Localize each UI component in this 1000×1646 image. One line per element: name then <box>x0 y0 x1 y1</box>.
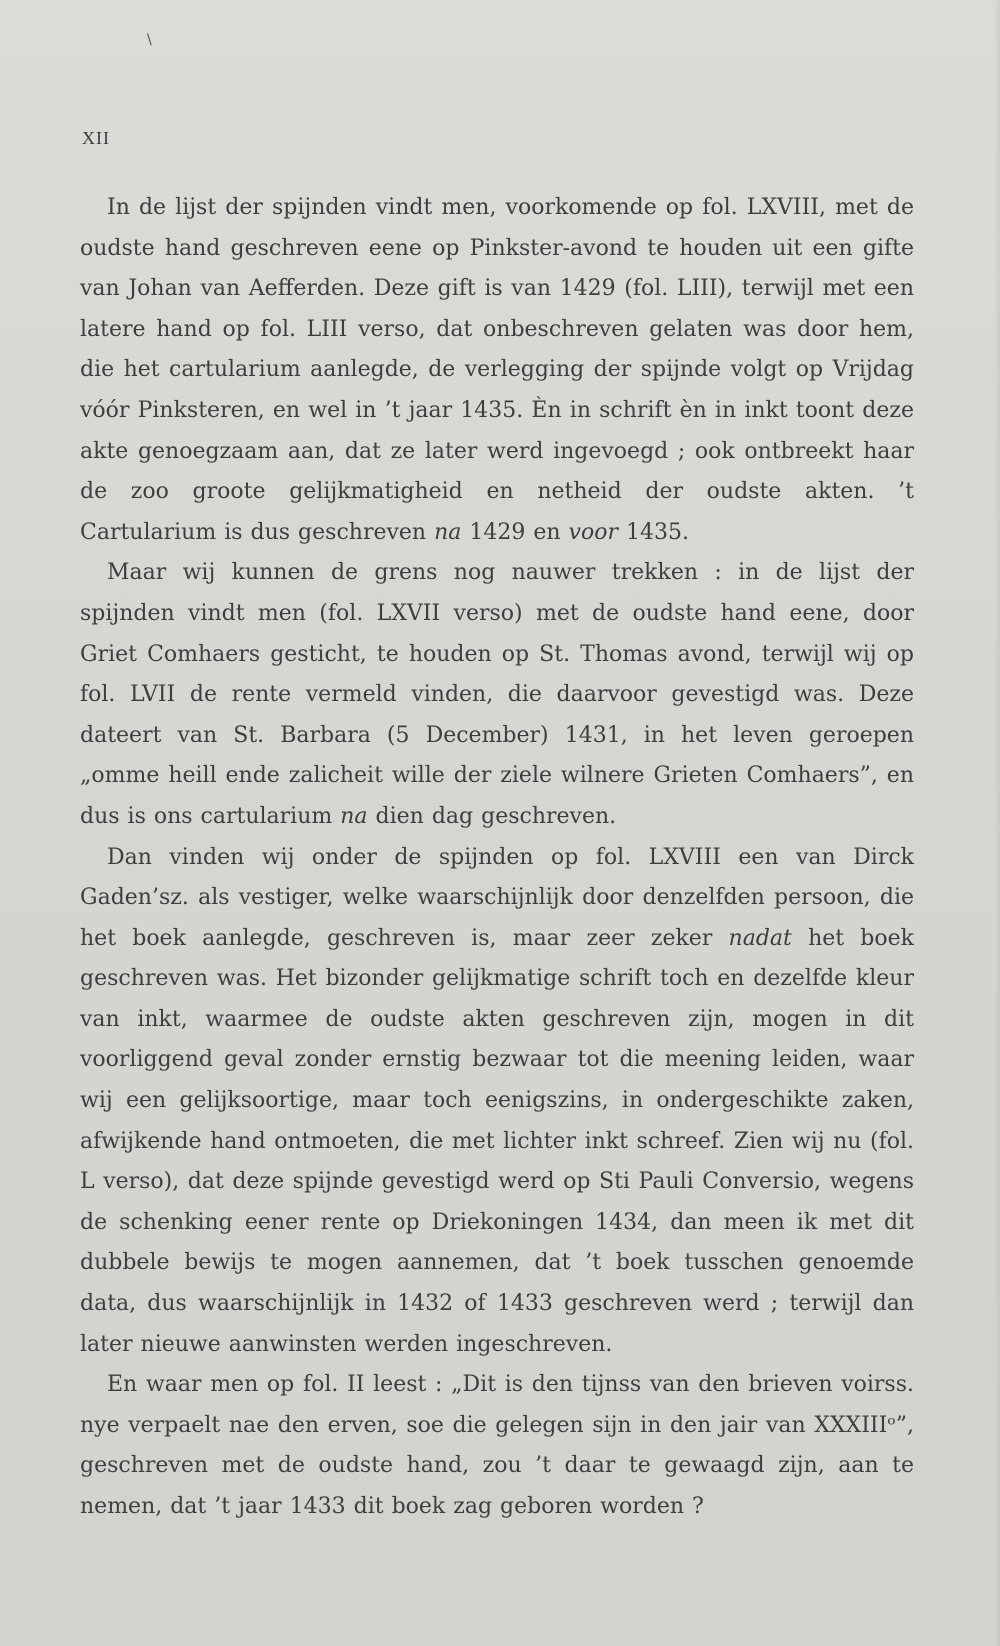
text-run: In de lijst der spijnden vindt men, voorkomende op fol. LXVIII, met de oudste hand geschreven eene op Pinkster-avond te houden uit een gifte van Johan van Aefferden. Deze gift is van 1429 (fol. LIII), terwijl met een latere hand op fol. LIII verso, dat onbeschreven gelaten was door hem, die het cartularium aanlegde, de verlegging der spijnde volgt op Vrijdag vóór Pinksteren, en wel in ’t jaar 1435. Èn in schrift èn in inkt toont deze akte genoegzaam aan, dat ze later werd ingevoegd ; ook ontbreekt haar de zoo groote gelijkmatigheid en netheid der oudste akten. ’t Cartularium is dus geschreven <box>80 195 914 545</box>
page-edge-shadow <box>994 0 1000 1646</box>
scan-speck: \ <box>147 32 152 48</box>
text-run: Maar wij kunnen de grens nog nauwer trekken : in de lijst der spijnden vindt men (fol. LXVII verso) met de oudste hand eene, door Griet Comhaers gesticht, te houden op St. Thomas avond, terwijl wij op fol. LVII de rente vermeld vinden, die daarvoor gevestigd was. Deze dateert van St. Barbara (5 December) 1431, in het leven geroepen „omme heill ende zalicheit wille der ziele wilnere Grieten Comhaers”, en dus is ons cartularium <box>80 560 914 829</box>
text-run: 1435. <box>617 519 689 545</box>
paragraph-1 <box>80 188 914 553</box>
folio-number: XII <box>82 128 110 148</box>
italic-run: voor <box>568 519 618 545</box>
paragraph-2 <box>80 553 914 837</box>
text-run: En waar men op fol. II leest : „Dit is den tijnss van den brieven voirss. nye verpaelt nae den erven, soe die gelegen sijn in den jair van XXXIIIᵒ”, geschreven met de oudste hand, zou ’t daar te gewaagd zijn, aan te nemen, dat ’t jaar 1433 dit boek zag geboren worden ? <box>80 1372 914 1519</box>
text-run: 1429 en <box>461 519 569 545</box>
italic-run: nadat <box>728 925 792 951</box>
text-run: Dan vinden wij onder de spijnden op fol. LXVIII een van Dirck Gaden’sz. als vestiger, welke waarschijnlijk door denzelfden persoon, die het boek aanlegde, geschreven is, maar zeer zeker <box>80 844 914 951</box>
body-text <box>80 188 914 1528</box>
text-run: het boek geschreven was. Het bizonder gelijkmatige schrift toch en dezelfde kleur van inkt, waarmee de oudste akten geschreven zijn, mogen in dit voorliggend geval zonder ernstig bezwaar tot die meening leiden, waar wij een gelijksoortige, maar toch eenigszins, in ondergeschikte zaken, afwijkende hand ontmoeten, die met lichter inkt schreef. Zien wij nu (fol. L verso), dat deze spijnde gevestigd werd op Sti Pauli Conversio, wegens de schenking eener rente op Driekoningen 1434, dan meen ik met dit dubbele bewijs te mogen aannemen, dat ’t boek tusschen genoemde data, dus waarschijnlijk in 1432 of 1433 geschreven werd ; terwijl dan later nieuwe aanwinsten werden ingeschreven. <box>80 925 914 1357</box>
paragraph-4 <box>80 1365 914 1527</box>
italic-run: na <box>340 803 368 829</box>
text-run: dien dag geschreven. <box>367 803 617 829</box>
paragraph-3 <box>80 838 914 1366</box>
italic-run: na <box>434 519 462 545</box>
